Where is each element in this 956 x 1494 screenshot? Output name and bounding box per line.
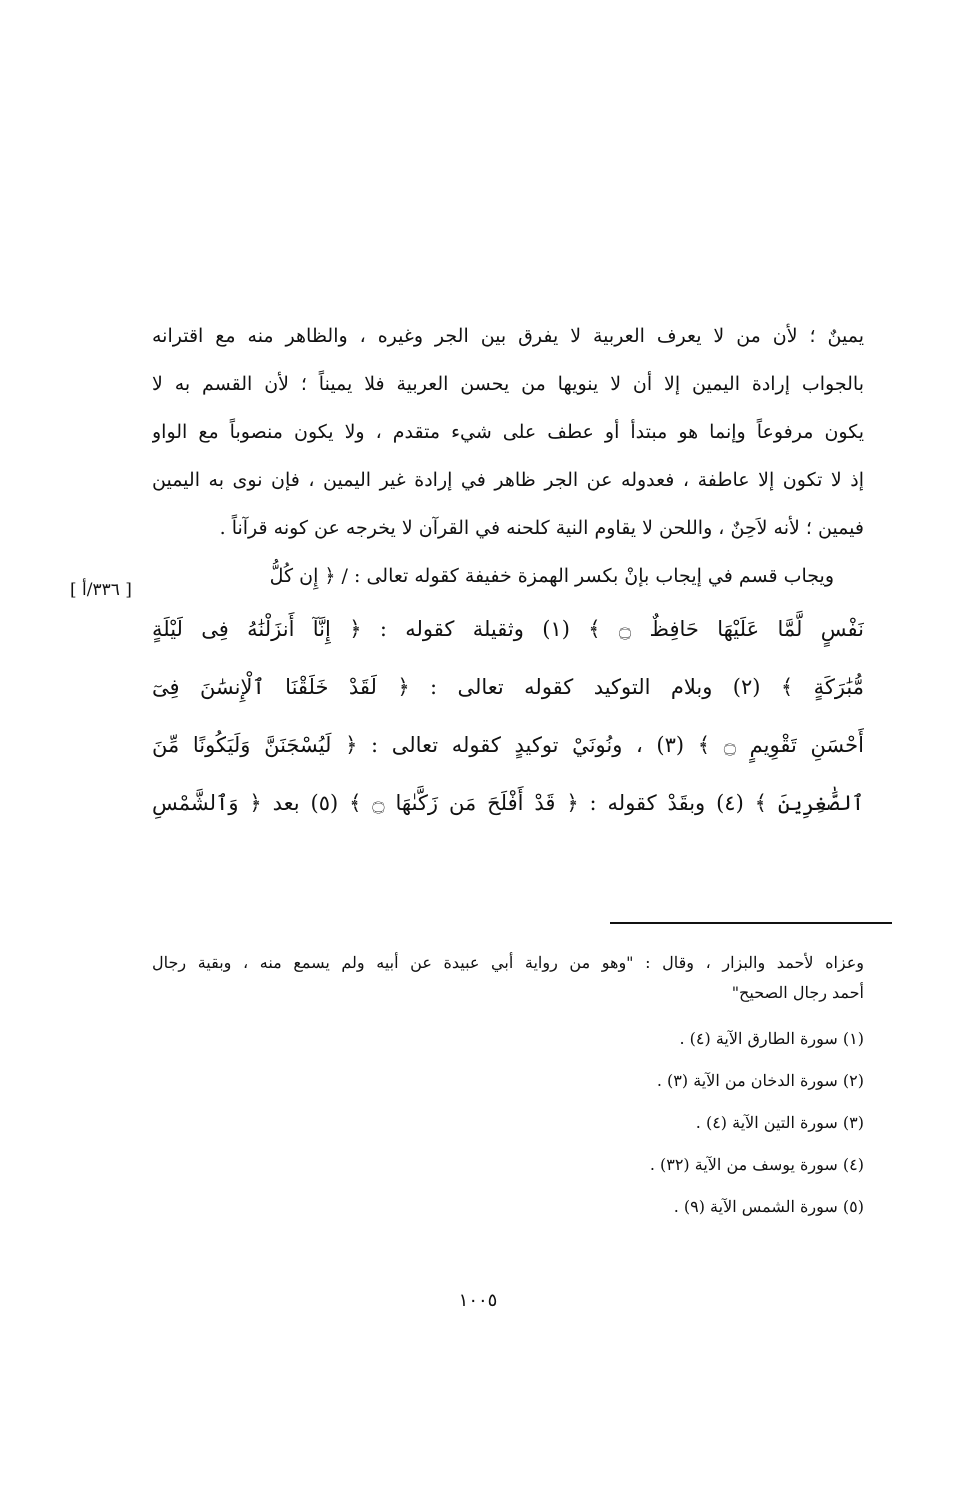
footnote-3: (٣) سورة التين الآية (٤) . (695, 1113, 864, 1132)
text-line-9: أَحْسَنِ تَقْوِيمٍ ۝ ﴾ (٣) ، ونُونَيْ توكيدٍ كقوله تعالى : ﴿ لَيُسْجَنَنَّ وَلَيَكُونًا مِّنَ (152, 733, 864, 757)
footnote-separator (610, 922, 892, 924)
footnote-continuation-line-1: وعزاه لأحمد والبزار ، وقال : "وهو من رواية أبي عبيدة عن أبيه ولم يسمع منه ، وبقية رجال (152, 953, 864, 972)
footnotes-block (152, 952, 864, 1238)
text-line-1: يمينٌ ؛ لأن من لا يعرف العربية لا يفرق بين الجر وغيره ، والظاهر منه مع اقترانه (152, 325, 864, 347)
text-line-6: ويجاب قسم في إيجاب بإنْ بكسر الهمزة خفيفة كقوله تعالى : / ﴿ إِن كُلُّ (269, 565, 834, 587)
main-text-block (152, 312, 864, 832)
text-line-4: إذ لا تكون إلا عاطفة ، فعدوله عن الجر ظاهر في إرادة غير اليمين ، فإن نوى به اليمين (152, 469, 864, 491)
text-line-3: يكون مرفوعاً وإنما هو مبتدأ أو عطف على شيء متقدم ، ولا يكون منصوباً مع الواو (152, 421, 864, 443)
text-line-10: ٱلصَّٰغِرِينَ ﴾ (٤) وبقَدْ كقوله : ﴿ قَدْ أَفْلَحَ مَن زَكَّىٰهَا ۝ ﴾ (٥) بعد ﴿ وَٱلشَّمْسِ (152, 791, 864, 815)
page-number: ١٠٠٥ (458, 1290, 498, 1311)
text-line-5: فيمين ؛ لأنه لاَحِنٌ ، واللحن لا يقاوم النية كلحنه في القرآن لا يخرجه عن كونه قرآناً . (219, 517, 864, 539)
footnote-1: (١) سورة الطارق الآية (٤) . (679, 1029, 864, 1048)
text-line-8: مُّبَٰرَكَةٍ ﴾ (٢) وبلام التوكيد كقوله تعالى : ﴿ لَقَدْ خَلَقْنَا ٱلْإِنسَٰنَ فِىٓ (152, 675, 864, 699)
text-line-7: نَفْسٍ لَّمَّا عَلَيْهَا حَافِظٌ ۝ ﴾ (١) وثقيلة كقوله : ﴿ إِنَّآ أَنزَلْنَٰهُ فِى لَيْلَةٍ (152, 617, 864, 641)
footnote-5: (٥) سورة الشمس الآية (٩) . (673, 1197, 864, 1216)
footnote-4: (٤) سورة يوسف من الآية (٣٢) . (649, 1155, 864, 1174)
manuscript-folio-reference: [ ٣٣٦/أ ] (70, 580, 132, 600)
footnote-continuation-line-2: أحمد رجال الصحيح" (731, 983, 864, 1002)
text-line-2: بالجواب إرادة اليمين إلا أن لا ينويها من يحسن العربية فلا يميناً ؛ لأن القسم به لا (152, 373, 864, 395)
footnote-2: (٢) سورة الدخان من الآية (٣) . (656, 1071, 864, 1090)
